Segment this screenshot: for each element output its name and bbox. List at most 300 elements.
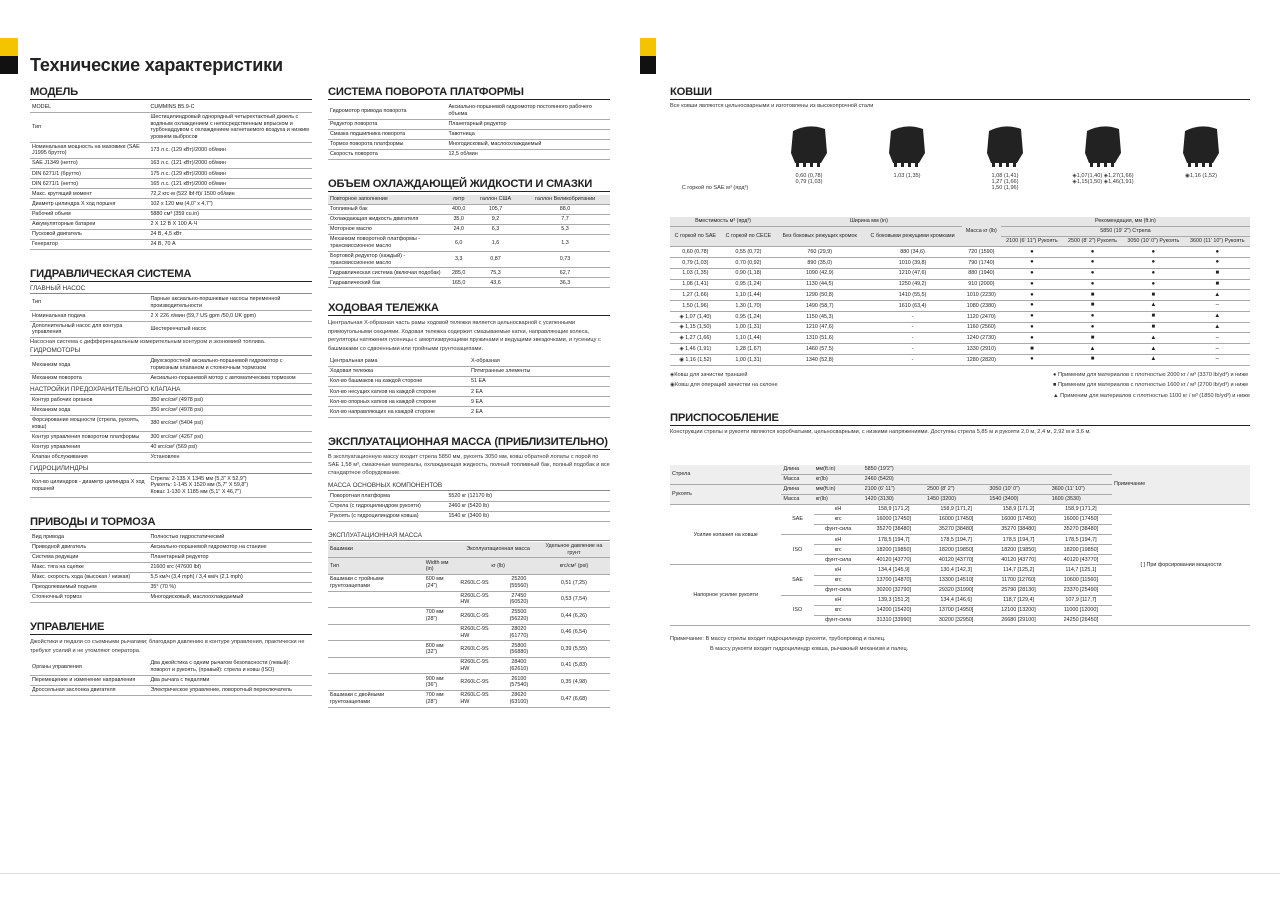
cell: - <box>863 333 961 344</box>
cell: 14200 [15420] <box>863 605 925 615</box>
table-row <box>328 657 610 674</box>
cell: Многодисковый, маслоохлаждаемый <box>446 139 610 149</box>
cell: Примечание <box>1112 465 1250 505</box>
cell: 40120 [43770] <box>925 555 987 565</box>
cell: 0,70 (0,92) <box>721 258 776 269</box>
cell: 25800 (56880) <box>500 641 538 658</box>
cell: Клапан обслуживания <box>30 452 148 462</box>
pump-subtitle: ГЛАВНЫЙ НАСОС <box>30 285 312 294</box>
cell: ● <box>1122 279 1184 290</box>
table-row <box>328 624 610 641</box>
cell: кгс <box>814 605 863 615</box>
cell: 40120 [43770] <box>863 555 925 565</box>
cell: – <box>1185 344 1250 355</box>
cell: 2 EA <box>469 387 610 397</box>
cell: 88,0 <box>520 204 610 214</box>
cell: Охлаждающая жидкость двигателя <box>328 215 446 225</box>
valve-subtitle: НАСТРОЙКИ ПРЕДОХРАНИТЕЛЬНОГО КЛАПАНА <box>30 386 312 395</box>
cell: Многодисковый, маслоохлаждаемый <box>148 593 312 603</box>
cell: фунт-сила <box>814 615 863 625</box>
cell: - <box>863 344 961 355</box>
cell: 1240 (2730) <box>962 333 1001 344</box>
cell: 72,2 кгс·м (522 lbf·ft)/ 1500 об/мин <box>148 189 312 199</box>
cell: Тип <box>30 113 148 143</box>
cell: 13700 [14870] <box>863 575 925 585</box>
cell: 26680 [29100] <box>987 615 1049 625</box>
table-row <box>328 575 610 592</box>
cell: ● <box>1063 268 1122 279</box>
cell: Тормоз поворота платформы <box>328 139 446 149</box>
bh-side: С боковыми режущими кромками <box>863 227 961 247</box>
attach-note-2: В массу рукояти входит гидроцилиндр ковша, рычажный механизм и палец. <box>710 645 909 652</box>
cell: 1290 (50,8) <box>776 290 863 301</box>
control-table <box>30 659 312 696</box>
table-row <box>328 149 610 159</box>
cell: Парные аксиально-поршневые насосы переменной производительности <box>148 295 312 311</box>
bucket-legend <box>670 370 1250 402</box>
cell: 40120 [43770] <box>987 555 1049 565</box>
cell: Тавотница <box>446 129 610 139</box>
table-row <box>670 344 1250 355</box>
cell: 0,95 (1,24) <box>721 279 776 290</box>
cell: 2 X 226 л/мин (59,7 US gpm /50,0 UK gpm) <box>148 311 312 321</box>
cell: 1080 (2380) <box>962 301 1001 312</box>
table-row <box>328 139 610 149</box>
bucket-2 <box>858 123 956 191</box>
cell: ISO <box>781 535 813 565</box>
cell: кгс <box>814 515 863 525</box>
cell: Аккумуляторные батареи <box>30 219 148 229</box>
cell: 1090 (42,9) <box>776 268 863 279</box>
cell: 178,5 [194,7] <box>925 535 987 545</box>
bucket-icon <box>1179 123 1223 167</box>
cell: 175 л.с. (129 кВт)/2000 об/мин <box>148 169 312 179</box>
cell: 11700 [12760] <box>987 575 1049 585</box>
op-head-shoes: Башмаки <box>328 542 458 558</box>
table-row <box>328 367 610 377</box>
cell: 173 л.с. (129 кВт)/2000 об/мин <box>148 142 312 159</box>
table-row <box>670 279 1250 290</box>
op-sub-kg: кг (lb) <box>458 558 538 575</box>
cell: 30200 [32790] <box>863 585 925 595</box>
drive-table <box>30 533 312 604</box>
cell: 880 (1940) <box>962 268 1001 279</box>
coolant-head: галлон США <box>471 195 520 205</box>
bucket-capacity: ◈1,07(1,40) ◈1,27(1,66) ◈1,15(1,50) ◈1,46(1,91) <box>1072 173 1134 185</box>
bottom-rule <box>0 873 1280 874</box>
table-row <box>670 311 1250 322</box>
model-title: МОДЕЛЬ <box>30 86 312 100</box>
cell: 16000 [17450] <box>863 515 925 525</box>
cell: ● <box>1063 247 1122 258</box>
cell: Бортовой редуктор (каждый) - трансмиссионное масло <box>328 251 446 268</box>
comp-subtitle: МАССА ОСНОВНЫХ КОМПОНЕНТОВ <box>328 482 610 491</box>
arm-head: 3050 (10' 0") Рукоять <box>1122 237 1184 247</box>
cell: X-образная <box>469 357 610 367</box>
cell: 1,27 (1,66) <box>670 290 721 301</box>
cell <box>424 591 459 608</box>
table-row <box>30 311 312 321</box>
control-para: Джойстики и педали со съемными рычагами; благодаря давлению в контуре управления, практически не требуют усилий и не утомляют оператора. <box>30 639 305 654</box>
cell: фунт-сила <box>814 555 863 565</box>
table-row <box>30 103 312 113</box>
cell: 16000 [17450] <box>987 515 1049 525</box>
cell: мм(ft.in) <box>814 484 863 494</box>
buckets-title: КОВШИ <box>670 86 1250 100</box>
legend-item: ▲ Применим для материалов с плотностью 1100 кг / м³ (1850 lb/yd³) и ниже <box>1053 393 1250 400</box>
cell: 35270 [38480] <box>987 525 1049 535</box>
cell: Аксиально-поршневой гидромотор постоянного рабочего объема <box>446 103 610 119</box>
cell: – <box>1185 301 1250 312</box>
table-row <box>670 465 1250 475</box>
page-title: Технические характеристики <box>30 55 283 75</box>
valve-table <box>30 396 312 463</box>
table-row <box>30 295 312 311</box>
cell: 3600 (11' 10") <box>1050 484 1112 494</box>
cell: Гидромотор привода поворота <box>328 103 446 119</box>
buckets-section <box>670 86 1250 653</box>
cell: ● <box>1185 247 1250 258</box>
cell: Механизм хода <box>30 357 148 373</box>
table-row <box>30 373 312 383</box>
cell: Ходовая тележка <box>328 367 469 377</box>
cell: - <box>863 322 961 333</box>
table-row <box>30 415 312 432</box>
cell: Смазка подшипника поворота <box>328 129 446 139</box>
cell: 1210 (47,6) <box>776 322 863 333</box>
cell: 10600 [11560] <box>1050 575 1112 585</box>
cell: ● <box>1001 355 1063 366</box>
cell: 1490 (58,7) <box>776 301 863 312</box>
cell: ◈ 1,15 (1,50) <box>670 322 721 333</box>
bucket-5 <box>1152 123 1250 191</box>
cell: CUMMINS B5.9-C <box>148 103 312 113</box>
cell: 0,73 <box>520 251 610 268</box>
cell: 760 (29,9) <box>776 247 863 258</box>
cell: 2 EA <box>469 407 610 417</box>
cell: 2460 (5420) <box>863 474 1112 484</box>
cell: 1,00 (1,31) <box>721 355 776 366</box>
table-row <box>30 396 312 406</box>
cell: 285,0 <box>446 268 471 278</box>
table-row <box>328 204 610 214</box>
bh-boom: 5850 (19' 2") Стрела <box>1001 227 1250 237</box>
table-row <box>30 357 312 373</box>
table-row <box>30 159 312 169</box>
cell: 1460 (57,5) <box>776 344 863 355</box>
cell: 0,53 (7,54) <box>538 591 610 608</box>
cell: 7,7 <box>520 215 610 225</box>
cell: 0,47 (6,68) <box>538 690 610 707</box>
bucket-table <box>670 217 1250 366</box>
cyl-subtitle: ГИДРОЦИЛИНДРЫ <box>30 465 312 474</box>
cell: 24 В, 4,5 кВт <box>148 229 312 239</box>
cell: 24250 [26450] <box>1050 615 1112 625</box>
cell: 1,3 <box>520 235 610 252</box>
table-row <box>670 505 1250 515</box>
cell: ▲ <box>1185 290 1250 301</box>
cell: – <box>1185 333 1250 344</box>
cell: 28620 (63100) <box>500 690 538 707</box>
cell: 5,3 <box>520 225 610 235</box>
cell: 1,28 (1,67) <box>721 344 776 355</box>
cell: 1450 (3200) <box>925 494 987 504</box>
cyl-bucket: Ковш: 1-130 X 1185 мм (5,1" X 46,7") <box>150 488 242 495</box>
table-row <box>30 583 312 593</box>
cell: 1540 (3400) <box>987 494 1049 504</box>
cell: 5520 кг (12170 lb) <box>446 492 610 502</box>
cell: кН <box>814 595 863 605</box>
cell: 178,5 [194,7] <box>1050 535 1112 545</box>
cell: 700 мм (28") <box>424 690 459 707</box>
cell: 1310 (51,6) <box>776 333 863 344</box>
cell: 1,30 (1,70) <box>721 301 776 312</box>
cell: Рукоять <box>670 484 781 504</box>
cell: 13700 [14950] <box>925 605 987 615</box>
cell: 51 EA <box>469 377 610 387</box>
cell <box>328 657 424 674</box>
legend-item: ◈Ковш для зачистки траншей <box>670 371 748 378</box>
table-row <box>328 407 610 417</box>
cell: 35° (70 %) <box>148 583 312 593</box>
cell: 5880 см³ (359 cu.in) <box>148 209 312 219</box>
table-row <box>328 377 610 387</box>
table-row <box>328 591 610 608</box>
cell: 178,5 [194,7] <box>987 535 1049 545</box>
cell: 790 (1740) <box>962 258 1001 269</box>
table-row <box>670 322 1250 333</box>
bucket-row <box>670 123 1250 211</box>
arm-head: 2500 (8' 2") Рукоять <box>1063 237 1122 247</box>
motor-table <box>30 357 312 384</box>
cell: Диаметр цилиндра X ход поршня <box>30 199 148 209</box>
cell: ▲ <box>1185 311 1250 322</box>
bucket-1 <box>760 123 858 191</box>
cell: Шестицилиндровый однорядный четырехтактный дизель с водяным охлаждением с непосредственным впрыском и турбонаддувом с охлаждением нагнетаемого воздуха и низким уровнем выбросов <box>148 113 312 143</box>
bucket-capacity: ◉1,16 (1,52) <box>1185 173 1217 179</box>
table-row <box>30 142 312 159</box>
cell: Кол-во направляющих на каждой стороне <box>328 407 469 417</box>
cell: ▲ <box>1063 344 1122 355</box>
cell: DIN 6271/1 (нетто) <box>30 179 148 189</box>
cell: 910 (2000) <box>962 279 1001 290</box>
cell: 36,3 <box>520 278 610 288</box>
cell: 178,5 [194,7] <box>863 535 925 545</box>
cell: Контур рабочих органов <box>30 396 148 406</box>
cell: ■ <box>1122 322 1184 333</box>
cell: ● <box>1001 322 1063 333</box>
cell: [ ] При форсировании мощности <box>1112 505 1250 626</box>
cell: Полностью гидростатический <box>148 533 312 543</box>
cell: Система редукции <box>30 552 148 562</box>
bucket-3 <box>956 123 1054 191</box>
under-table <box>328 357 610 417</box>
cell <box>328 641 424 658</box>
op-subtitle: ЭКСПЛУАТАЦИОННАЯ МАССА <box>328 532 610 541</box>
cell: Два джойстика с одним рычагом безопасности (левый): поворот и рукоять, (правый): стрела и ковш (ISO) <box>148 659 312 675</box>
cell: Кол-во опорных катков на каждой стороне <box>328 397 469 407</box>
cell: 118,7 [129,4] <box>987 595 1049 605</box>
cell <box>328 608 424 625</box>
cell: R260LC-9S HW <box>458 657 500 674</box>
cell: Тип <box>30 295 148 311</box>
table-row <box>30 219 312 229</box>
cell: 0,79 (1,03) <box>670 258 721 269</box>
cell: 35270 [38480] <box>863 525 925 535</box>
cell: 900 мм (36") <box>424 674 459 691</box>
cell: ● <box>1001 311 1063 322</box>
table-row <box>30 533 312 543</box>
cell: Два рычага с педалями <box>148 675 312 685</box>
cell: Механизм поворотной платформы - трансмиссионное масло <box>328 235 446 252</box>
table-row <box>30 452 312 462</box>
cell: кН <box>814 535 863 545</box>
cell: 0,35 (4,98) <box>538 674 610 691</box>
cell: Органы управления <box>30 659 148 675</box>
cell: 114,7 [125,2] <box>987 565 1049 575</box>
cell: Планетарный редуктор <box>446 119 610 129</box>
table-row <box>30 169 312 179</box>
table-row <box>670 333 1250 344</box>
cell: Преодолеваемый подъем <box>30 583 148 593</box>
table-row <box>328 387 610 397</box>
cell: 0,39 (5,55) <box>538 641 610 658</box>
cell: 880 (34,6) <box>863 247 961 258</box>
cell: ■ <box>1122 290 1184 301</box>
table-row <box>670 268 1250 279</box>
table-row <box>30 321 312 338</box>
table-row <box>30 659 312 675</box>
bh-mass: Масса кг (lb) <box>962 217 1001 247</box>
cell: кг(lb) <box>814 494 863 504</box>
cell: 13300 [14510] <box>925 575 987 585</box>
cell: 40 кгс/см² (569 psi) <box>148 442 312 452</box>
table-row <box>328 690 610 707</box>
cell: кН <box>814 565 863 575</box>
table-row <box>328 235 610 252</box>
attach-table <box>670 465 1250 626</box>
table-row <box>670 247 1250 258</box>
cell: 1,08 (1,41) <box>670 279 721 290</box>
bh-rec: Рекомендация, мм (ft.in) <box>1001 217 1250 227</box>
cell: фунт-сила <box>814 585 863 595</box>
cell: Дополнительный насос для контура управления <box>30 321 148 338</box>
table-row <box>670 290 1250 301</box>
cell: 165,0 <box>446 278 471 288</box>
coolant-head: литр <box>446 195 471 205</box>
cell: ▲ <box>1122 333 1184 344</box>
cell: 43,6 <box>471 278 520 288</box>
cell: Гидравлический бак <box>328 278 446 288</box>
table-row <box>30 442 312 452</box>
cell: 158,9 [171,2] <box>925 505 987 515</box>
bucket-capacity: 1,03 (1,35) <box>893 173 921 179</box>
table-row <box>30 685 312 695</box>
cell: Номинальная мощность на маховике (SAE J1995 брутто) <box>30 142 148 159</box>
legend-item: ● Применим для материалов с плотностью 2000 кг / м³ (3370 lb/yd³) и ниже <box>1053 371 1249 378</box>
cell: 29320 [31990] <box>925 585 987 595</box>
coolant-title: ОБЪЕМ ОХЛАЖДАЮЩЕЙ ЖИДКОСТИ И СМАЗКИ <box>328 178 610 192</box>
table-row <box>328 129 610 139</box>
bucket-icon <box>885 123 929 167</box>
cell: кгс <box>814 575 863 585</box>
cell: 1120 (2470) <box>962 311 1001 322</box>
cell: Форсирование мощности (стрела, рукоять, ковш) <box>30 415 148 432</box>
cell: 1,10 (1,44) <box>721 290 776 301</box>
cell: ● <box>1001 333 1063 344</box>
cell: ● <box>1063 279 1122 290</box>
cell: 0,44 (6,26) <box>538 608 610 625</box>
motor-subtitle: ГИДРОМОТОРЫ <box>30 347 312 356</box>
cell: 35270 [38480] <box>1050 525 1112 535</box>
cell: Установлен <box>148 452 312 462</box>
table-row <box>328 268 610 278</box>
cell: R260LC-9S HW <box>458 624 500 641</box>
cell: DIN 6271/1 (брутто) <box>30 169 148 179</box>
cell: 28020 (61770) <box>500 624 538 641</box>
cell: кг(lb) <box>814 474 863 484</box>
cell: 1280 (2820) <box>962 355 1001 366</box>
right-page <box>640 0 1280 905</box>
cell: Механизм хода <box>30 405 148 415</box>
cell: 11000 [12000] <box>1050 605 1112 615</box>
cell: ● <box>1063 311 1122 322</box>
cell: R260LC-9S <box>458 575 500 592</box>
table-row <box>30 199 312 209</box>
cyl-boom: Стрела: 2-135 X 1345 мм (5,3" X 52,9") <box>150 475 247 482</box>
cell: Центральная рама <box>328 357 469 367</box>
bucket-capacity: 1,08 (1,41) 1,27 (1,66) 1,50 (1,96) <box>991 173 1019 191</box>
cell: R260LC-9S HW <box>458 690 500 707</box>
cell <box>328 591 424 608</box>
cell: Рабочий объем <box>30 209 148 219</box>
cell: 18200 [19850] <box>1050 545 1112 555</box>
cell: 350 кгс/см² (4978 psi) <box>148 396 312 406</box>
cell: Стрела <box>670 465 781 485</box>
mass-para: В эксплуатационную массу входит стрела 5850 мм, рукоять 3050 мм, ковш обратной лопаты с порой по SAE 1,58 м³, смазочные материалы, охлаждающая жидкость, полный топливный бак, полный подобак и все стандартное оборудование. <box>328 453 610 477</box>
attach-title: ПРИСПОСОБЛЕНИЕ <box>670 412 1250 426</box>
cell: 12,5 об/мин <box>446 149 610 159</box>
cell: SAE J1349 (нетто) <box>30 159 148 169</box>
cell: 1330 (2910) <box>962 344 1001 355</box>
cell: 27450 (60520) <box>500 591 538 608</box>
table-row <box>670 301 1250 312</box>
cell: 0,55 (0,72) <box>721 247 776 258</box>
bucket-cap-label: С горкой по SAE м³ (ярд³) <box>681 185 749 191</box>
table-row <box>30 209 312 219</box>
cell: Поворотная платформа <box>328 492 446 502</box>
cell: 890 (35,0) <box>776 258 863 269</box>
cell: 24 В, 70 А <box>148 239 312 249</box>
hyd-title: ГИДРАВЛИЧЕСКАЯ СИСТЕМА <box>30 268 312 282</box>
cell: ▲ <box>1122 344 1184 355</box>
cell: 28400 (62610) <box>500 657 538 674</box>
cell <box>328 674 424 691</box>
cell: 25200 (55560) <box>500 575 538 592</box>
cell: ● <box>1001 290 1063 301</box>
bucket-icon <box>787 123 831 167</box>
cell: ● <box>1001 279 1063 290</box>
cell: 350 кгс/см² (4978 psi) <box>148 405 312 415</box>
cell: 6,3 <box>471 225 520 235</box>
table-row <box>30 562 312 572</box>
cell: 0,46 (6,54) <box>538 624 610 641</box>
cell: 0,95 (1,24) <box>721 311 776 322</box>
cell: Приводной двигатель <box>30 542 148 552</box>
cell: 1600 (3530) <box>1050 494 1112 504</box>
table-row <box>30 229 312 239</box>
cell: Аксиально-поршневой мотор с автоматическим тормозом <box>148 373 312 383</box>
